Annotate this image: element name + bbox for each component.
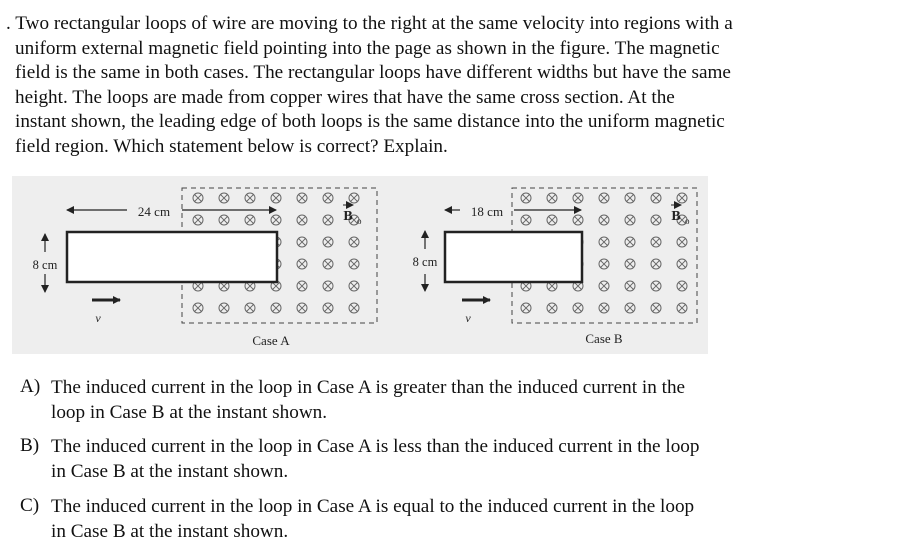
field-into-page-icon: [271, 215, 281, 225]
option-a-line: The induced current in the loop in Case A is greater than the induced current in the: [51, 377, 686, 398]
field-into-page-icon: [599, 259, 609, 269]
case-b-velocity-label: v: [465, 311, 471, 325]
option-c-line: The induced current in the loop in Case A is equal to the induced current in the loop: [51, 496, 695, 517]
field-into-page-icon: [599, 281, 609, 291]
question-line: instant shown, the leading edge of both loops is the same distance into the uniform magnetic: [15, 111, 725, 133]
field-into-page-icon: [651, 281, 661, 291]
field-into-page-icon: [625, 237, 635, 247]
field-into-page-icon: [677, 237, 687, 247]
field-into-page-icon: [349, 303, 359, 313]
field-into-page-icon: [349, 193, 359, 203]
field-into-page-icon: [521, 193, 531, 203]
field-into-page-icon: [297, 259, 307, 269]
case-b-loop: [445, 232, 582, 282]
field-into-page-icon: [547, 193, 557, 203]
field-into-page-icon: [521, 215, 531, 225]
field-into-page-icon: [651, 193, 661, 203]
field-into-page-icon: [271, 193, 281, 203]
case-a-velocity-label: v: [95, 311, 101, 325]
option-c-letter: C): [20, 495, 40, 516]
field-into-page-icon: [625, 193, 635, 203]
field-into-page-icon: [271, 303, 281, 313]
case-a-field-label: B: [343, 209, 353, 224]
field-into-page-icon: [297, 281, 307, 291]
field-into-page-icon: [625, 281, 635, 291]
case-b-field-label: B: [671, 209, 681, 224]
field-into-page-icon: [193, 303, 203, 313]
field-into-page-icon: [599, 237, 609, 247]
field-into-page-icon: [297, 215, 307, 225]
option-b-line: in Case B at the instant shown.: [51, 460, 289, 482]
loops-figure: [12, 176, 708, 354]
field-into-page-icon: [573, 193, 583, 203]
field-into-page-icon: [323, 303, 333, 313]
case-a-height-label: 8 cm: [32, 258, 58, 272]
field-into-page-icon: [193, 193, 203, 203]
field-into-page-icon: [297, 303, 307, 313]
field-into-page-icon: [651, 303, 661, 313]
field-into-page-icon: [349, 281, 359, 291]
case-a-field-subscript: o: [357, 216, 362, 226]
field-into-page-icon: [573, 215, 583, 225]
question-line: . Two rectangular loops of wire are moving to the right at the same velocity into regions with a: [6, 13, 733, 34]
field-into-page-icon: [677, 193, 687, 203]
field-into-page-icon: [625, 303, 635, 313]
case-a-width-label: 24 cm: [137, 204, 171, 219]
field-into-page-icon: [323, 259, 333, 269]
field-into-page-icon: [573, 303, 583, 313]
field-into-page-icon: [547, 215, 557, 225]
question-text: [6, 12, 906, 160]
field-into-page-icon: [245, 215, 255, 225]
case-b-width-label: 18 cm: [470, 204, 504, 219]
field-into-page-icon: [245, 193, 255, 203]
field-into-page-icon: [193, 215, 203, 225]
field-into-page-icon: [547, 303, 557, 313]
option-c-line: in Case B at the instant shown.: [51, 520, 289, 542]
option-b-line: The induced current in the loop in Case A is less than the induced current in the loop: [51, 436, 700, 457]
question-line: field is the same in both cases. The rectangular loops have different widths but have the same: [15, 62, 731, 84]
case-b-field-subscript: o: [685, 216, 690, 226]
field-into-page-icon: [323, 193, 333, 203]
field-into-page-icon: [625, 259, 635, 269]
case-b-caption: Case B: [585, 331, 623, 346]
field-into-page-icon: [297, 193, 307, 203]
field-into-page-icon: [323, 237, 333, 247]
field-into-page-icon: [677, 303, 687, 313]
field-into-page-icon: [651, 259, 661, 269]
question-line: field region. Which statement below is correct? Explain.: [15, 135, 448, 157]
field-into-page-icon: [297, 237, 307, 247]
option-b-letter: B): [20, 435, 40, 456]
field-into-page-icon: [323, 281, 333, 291]
field-into-page-icon: [219, 215, 229, 225]
field-into-page-icon: [219, 303, 229, 313]
option-b-text: [51, 435, 700, 484]
case-a-loop: [67, 232, 277, 282]
figure-drawing: [12, 176, 708, 354]
field-into-page-icon: [599, 193, 609, 203]
case-a-caption: Case A: [252, 333, 290, 348]
option-a-letter: A): [20, 376, 41, 397]
case-b-diagram: [413, 188, 697, 346]
field-into-page-icon: [349, 259, 359, 269]
field-into-page-icon: [651, 215, 661, 225]
option-a-line: loop in Case B at the instant shown.: [51, 401, 328, 423]
field-into-page-icon: [245, 303, 255, 313]
field-into-page-icon: [219, 193, 229, 203]
case-a-diagram: [33, 188, 377, 348]
field-into-page-icon: [677, 281, 687, 291]
case-b-height-label: 8 cm: [412, 255, 438, 269]
field-into-page-icon: [349, 237, 359, 247]
option-c-text: [51, 495, 694, 544]
field-into-page-icon: [651, 237, 661, 247]
field-into-page-icon: [625, 215, 635, 225]
field-into-page-icon: [599, 303, 609, 313]
question-line: uniform external magnetic field pointing into the page as shown in the figure. The magnetic: [15, 37, 720, 59]
field-into-page-icon: [677, 259, 687, 269]
option-a-text: [51, 376, 685, 425]
field-into-page-icon: [521, 303, 531, 313]
question-line: height. The loops are made from copper wires that have the same cross section. At the: [15, 86, 675, 108]
field-into-page-icon: [599, 215, 609, 225]
field-into-page-icon: [323, 215, 333, 225]
